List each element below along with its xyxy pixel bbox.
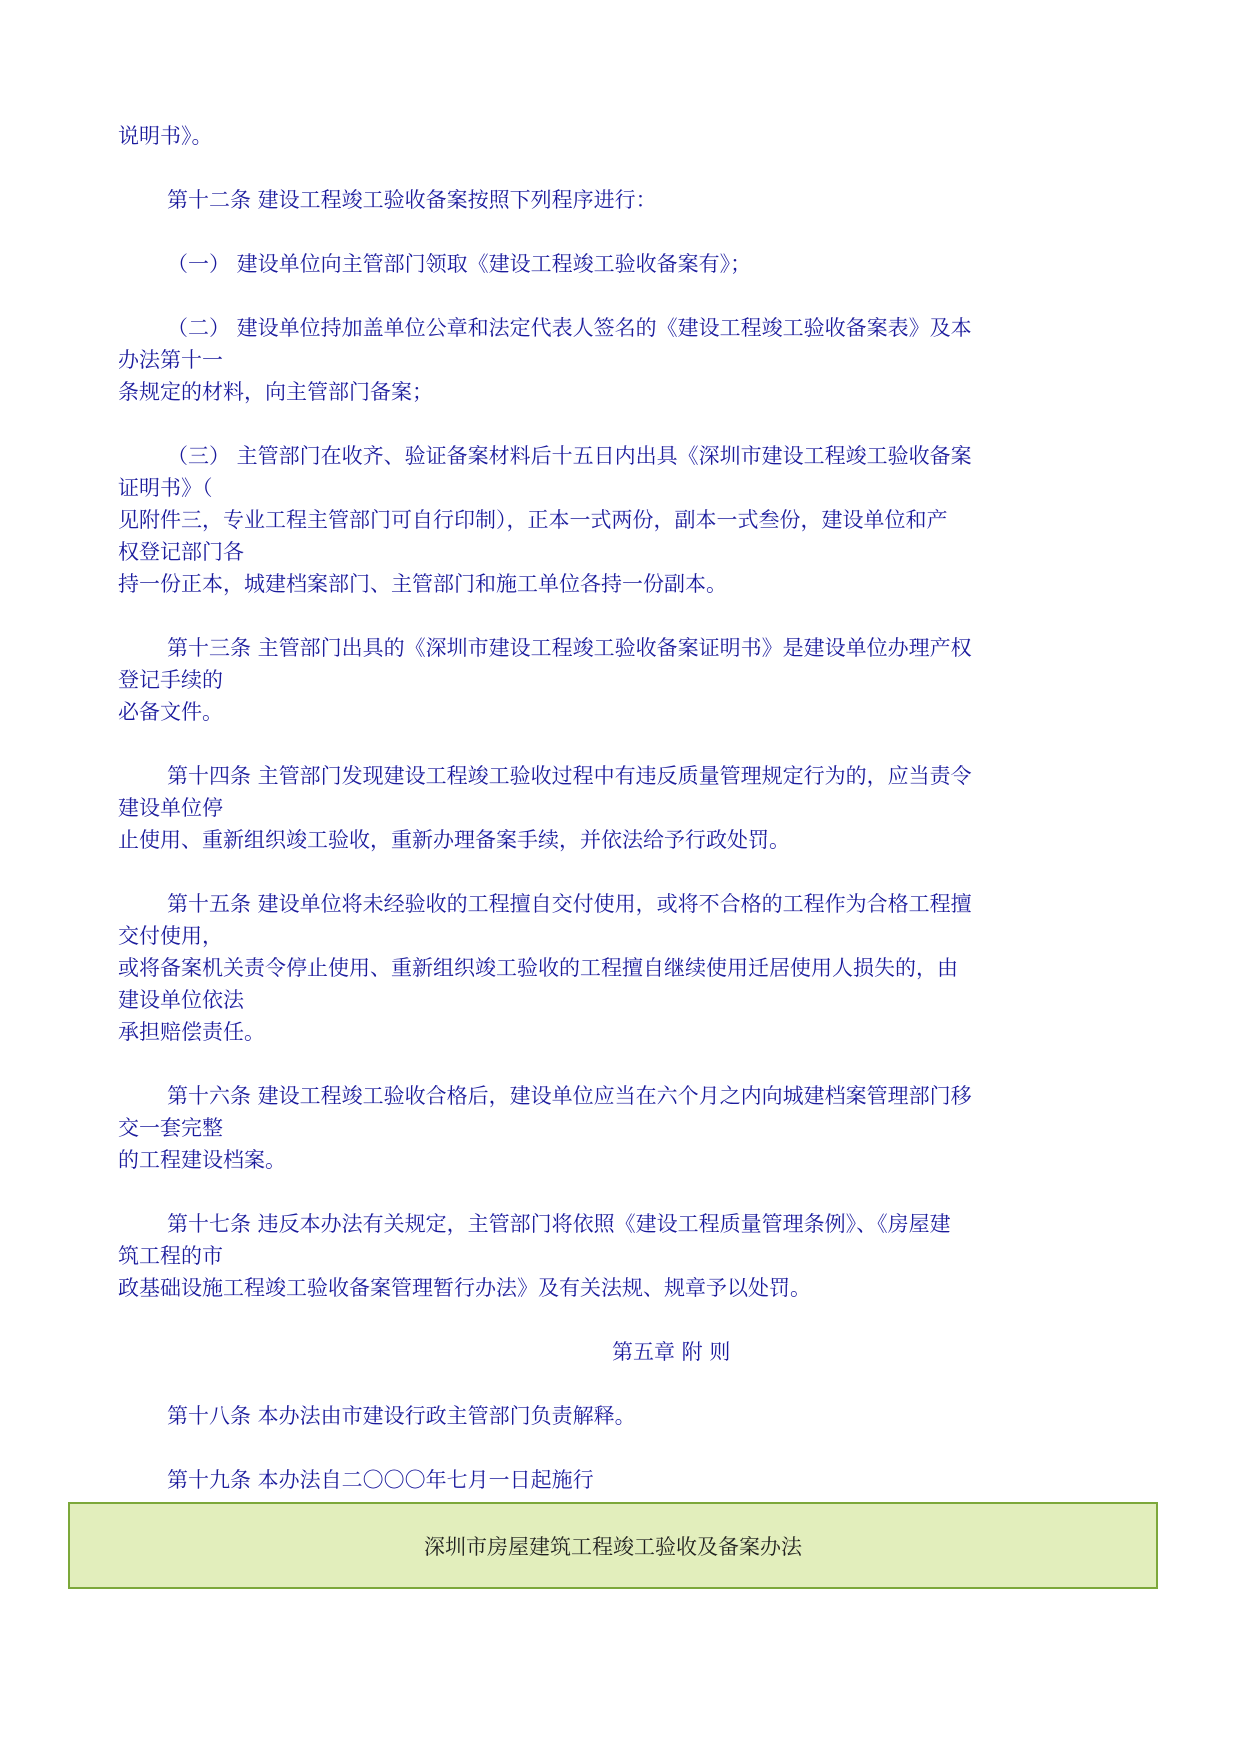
article-16: 第十六条 建设工程竣工验收合格后，建设单位应当在六个月之内向城建档案管理部门移: [167, 1084, 972, 1108]
article-12-item-1: （一） 建设单位向主管部门领取《建设工程竣工验收备案有》；: [167, 252, 752, 276]
text-line: 交付使用，: [118, 924, 223, 948]
article-13: 第十三条 主管部门出具的《深圳市建设工程竣工验收备案证明书》是建设单位办理产权: [167, 636, 972, 660]
article-17: 第十七条 违反本办法有关规定，主管部门将依照《建设工程质量管理条例》、《房屋建: [167, 1212, 951, 1236]
chapter-5-heading: 第五章 附 则: [612, 1340, 731, 1364]
text-line: 条规定的材料，向主管部门备案；: [118, 380, 433, 404]
text-line: 说明书》。: [118, 124, 213, 148]
article-12-item-2: （二） 建设单位持加盖单位公章和法定代表人签名的《建设工程竣工验收备案表》及本: [167, 316, 972, 340]
text-line: 或将备案机关责令停止使用、重新组织竣工验收的工程擅自继续使用迁居使用人损失的，由: [118, 956, 958, 980]
text-line: 权登记部门各: [118, 540, 244, 564]
article-18: 第十八条 本办法由市建设行政主管部门负责解释。: [167, 1404, 636, 1428]
text-line: 登记手续的: [118, 668, 223, 692]
article-14: 第十四条 主管部门发现建设工程竣工验收过程中有违反质量管理规定行为的，应当责令: [167, 764, 972, 788]
text-line: 证明书》（: [118, 476, 213, 500]
text-line: 筑工程的市: [118, 1244, 223, 1268]
text-line: 见附件三，专业工程主管部门可自行印制），正本一式两份，副本一式叁份，建设单位和产: [118, 508, 948, 532]
text-line: 止使用、重新组织竣工验收，重新办理备案手续，并依法给予行政处罚。: [118, 828, 790, 852]
text-line: 必备文件。: [118, 700, 223, 724]
article-15: 第十五条 建设单位将未经验收的工程擅自交付使用，或将不合格的工程作为合格工程擅: [167, 892, 972, 916]
text-line: 建设单位停: [118, 796, 223, 820]
text-line: 交一套完整: [118, 1116, 223, 1140]
text-line: 政基础设施工程竣工验收备案管理暂行办法》及有关法规、规章予以处罚。: [118, 1276, 811, 1300]
text-line: 的工程建设档案。: [118, 1148, 286, 1172]
article-12-item-3: （三） 主管部门在收齐、验证备案材料后十五日内出具《深圳市建设工程竣工验收备案: [167, 444, 972, 468]
text-line: 持一份正本，城建档案部门、主管部门和施工单位各持一份副本。: [118, 572, 727, 596]
text-line: 建设单位依法: [118, 988, 244, 1012]
article-19: 第十九条 本办法自二〇〇〇年七月一日起施行: [167, 1468, 594, 1492]
text-line: 承担赔偿责任。: [118, 1020, 265, 1044]
footer-title: 深圳市房屋建筑工程竣工验收及备案办法: [424, 1534, 802, 1559]
footer-banner: [68, 1502, 1158, 1589]
article-12-heading: 第十二条 建设工程竣工验收备案按照下列程序进行：: [167, 188, 657, 212]
text-line: 办法第十一: [118, 348, 223, 372]
